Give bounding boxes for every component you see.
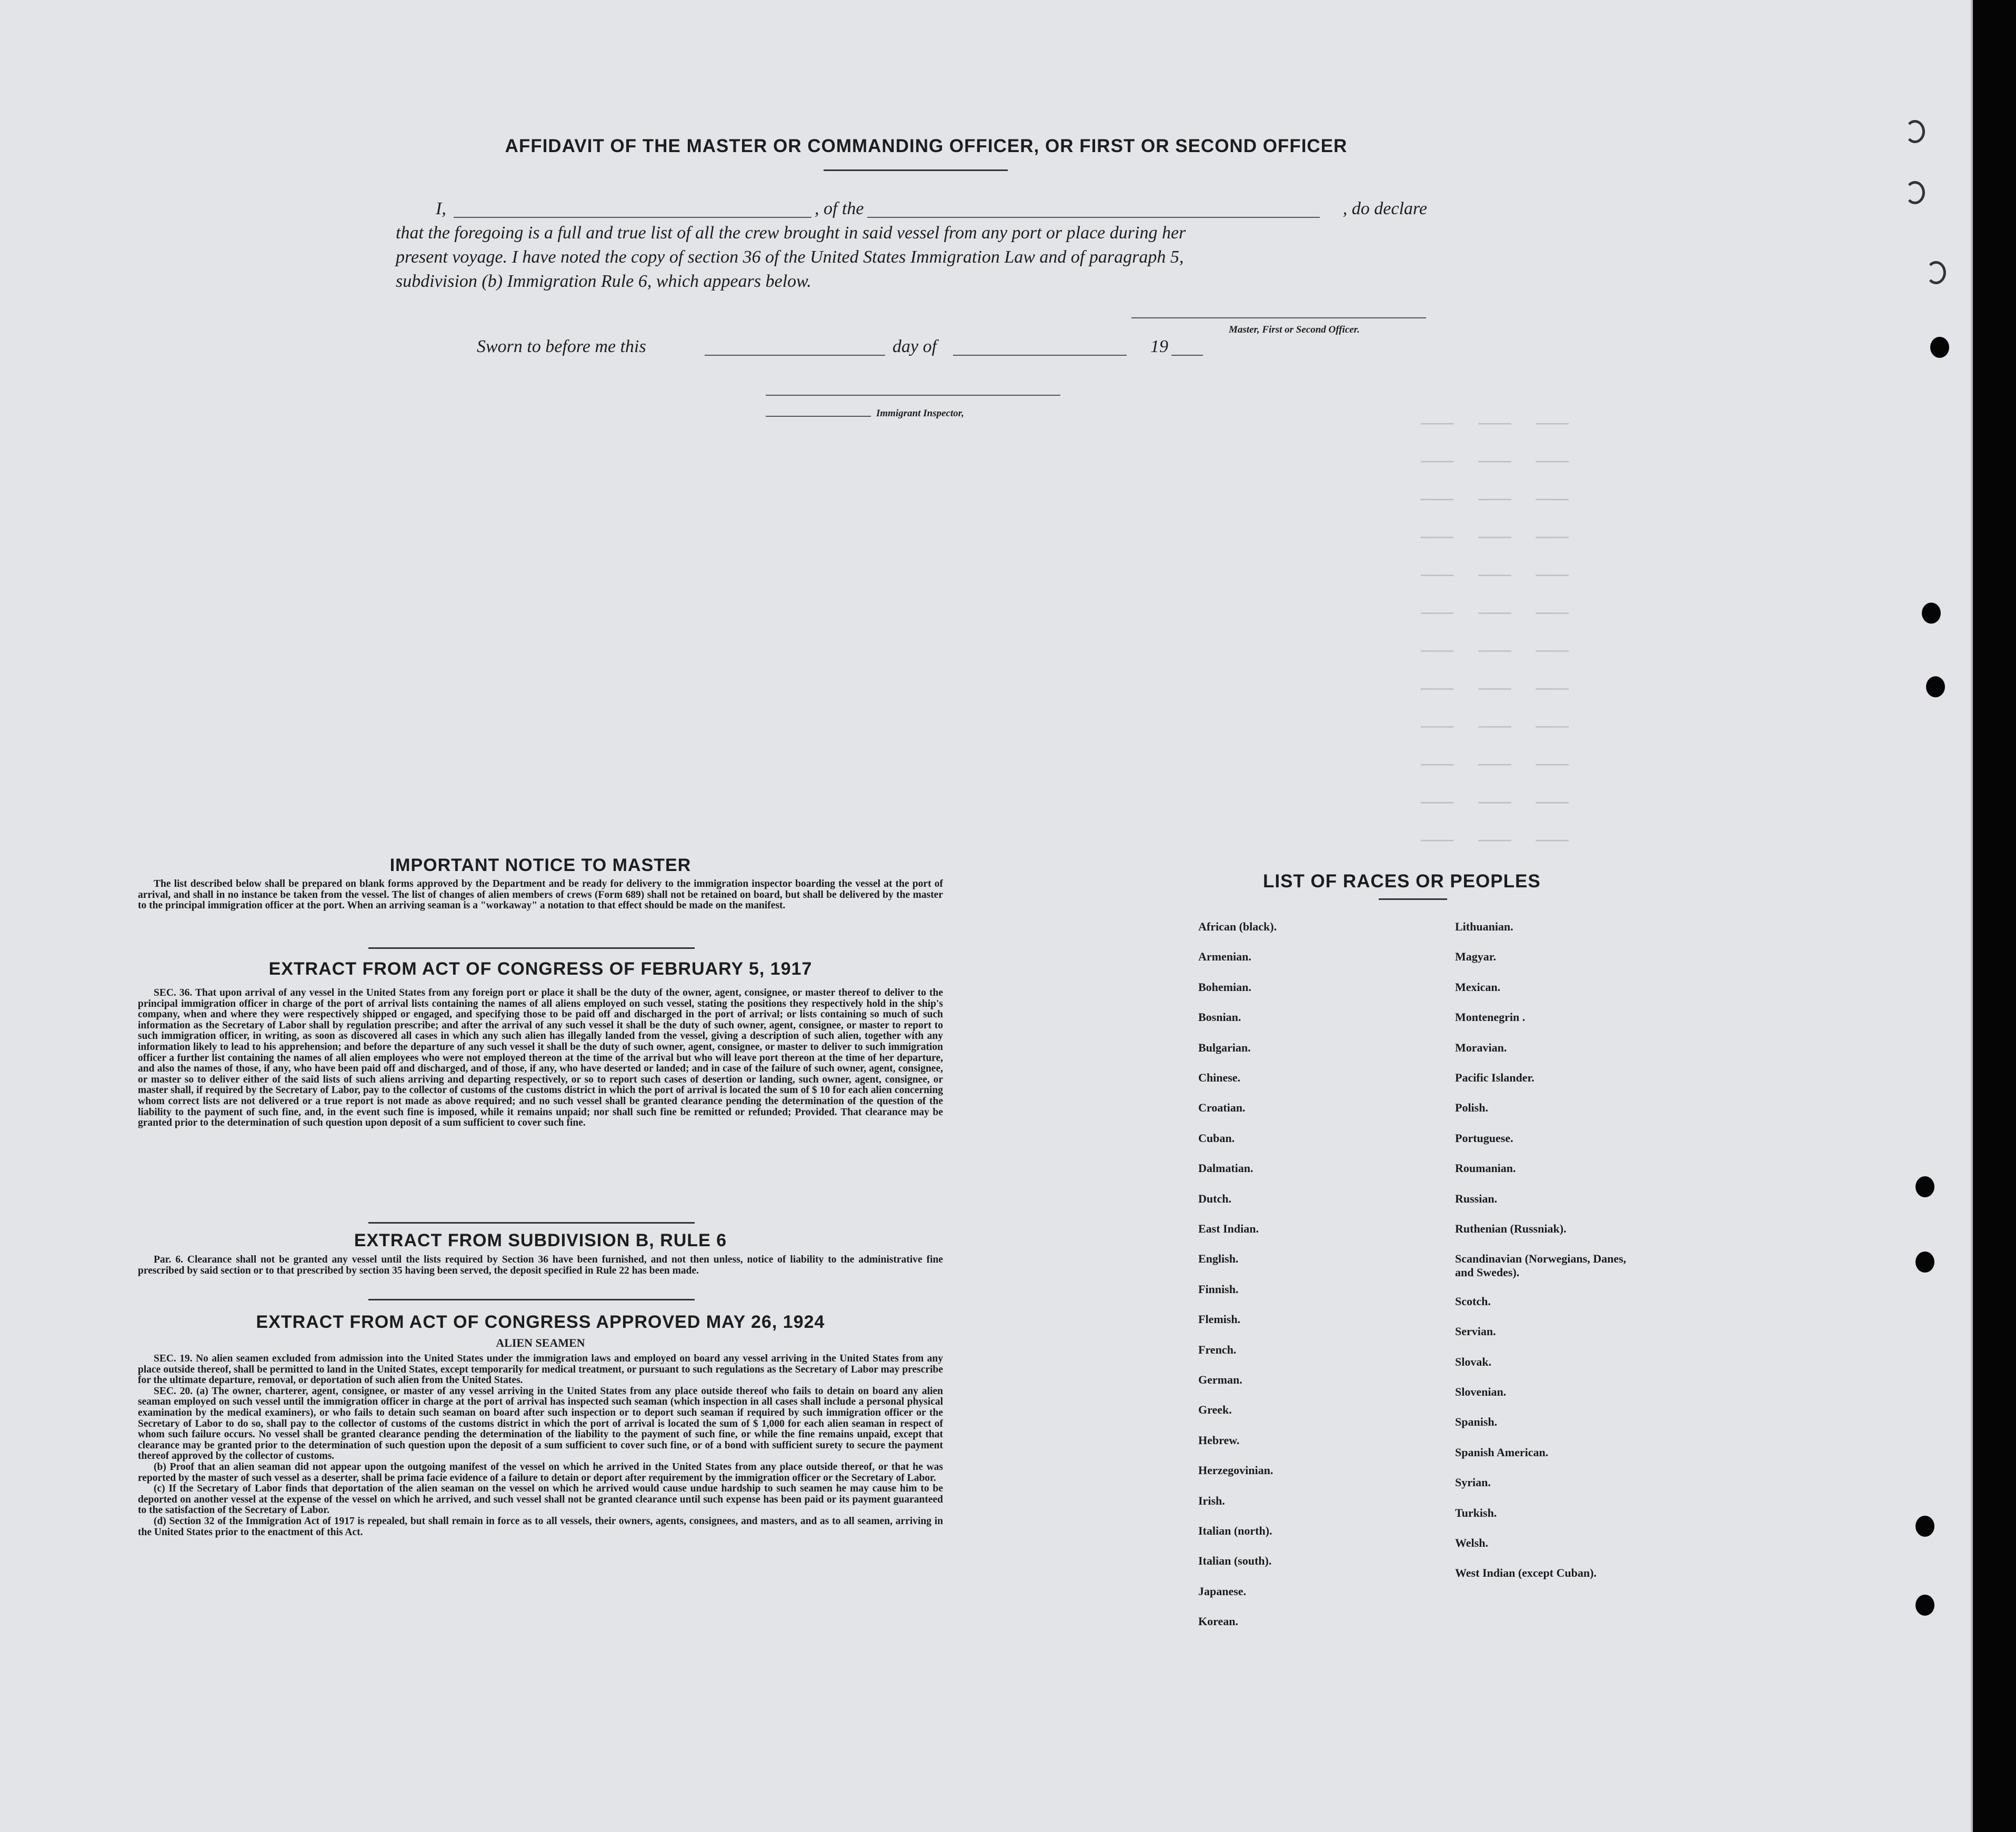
sworn-day-of: day of <box>892 337 937 356</box>
binder-hole-icon <box>1905 181 1925 204</box>
race-item: Dutch. <box>1198 1192 1231 1205</box>
race-item: French. <box>1198 1343 1237 1356</box>
race-item: Finnish. <box>1198 1282 1239 1296</box>
act1924-subheading: ALIEN SEAMEN <box>496 1336 585 1349</box>
race-item: Roumanian. <box>1455 1162 1516 1175</box>
race-item: Ruthenian (Russniak). <box>1455 1222 1567 1235</box>
race-item: Dalmatian. <box>1198 1162 1253 1175</box>
binder-hole-icon <box>1915 1176 1934 1197</box>
binder-hole-icon <box>1915 1252 1934 1273</box>
race-item: Bosnian. <box>1198 1010 1241 1024</box>
inspector-label: Immigrant Inspector, <box>876 408 964 419</box>
race-item: German. <box>1198 1373 1242 1386</box>
binder-hole-icon <box>1930 337 1949 358</box>
bleed-through-row: ———— ———— ———— <box>1421 643 1569 659</box>
race-item: Lithuanian. <box>1455 920 1513 933</box>
act1917-divider <box>368 1222 695 1224</box>
race-item: Mexican. <box>1455 980 1501 994</box>
race-item: Spanish. <box>1455 1415 1498 1429</box>
bleed-through-row: ———— ———— ———— <box>1421 416 1569 432</box>
race-item: Slovak. <box>1455 1355 1492 1368</box>
race-item: African (black). <box>1198 920 1277 933</box>
sworn-text: Sworn to before me this <box>477 337 646 356</box>
race-item: Italian (south). <box>1198 1554 1272 1568</box>
race-item: Spanish American. <box>1455 1445 1549 1459</box>
race-item: Russian. <box>1455 1192 1498 1205</box>
declaration-line-1 <box>436 197 1427 221</box>
notice-paragraph: The list described below shall be prepared on blank forms approved by the Department and be ready for delivery to the immigration inspector boarding the vessel at the port of arrival, and shall in no instance be taken from the vessel. The list of changes of alien members of crews (Form 689) shall not be retained on board, but shall be delivered by the master to the principal immigration officer at the port. When an arriving seaman is a "workaway" a notation to that effect should be made on the manifest. <box>138 878 943 912</box>
bleed-through-row: ———— ———— ———— <box>1421 681 1569 697</box>
race-item: Polish. <box>1455 1101 1488 1115</box>
race-item: Montenegrin . <box>1455 1010 1526 1024</box>
race-item: Scotch. <box>1455 1294 1491 1308</box>
bleed-through-row: ———— ———— ———— <box>1421 833 1569 848</box>
race-item: Moravian. <box>1455 1040 1507 1054</box>
declaration-i: I, <box>436 199 446 218</box>
race-item: Hebrew. <box>1198 1433 1240 1447</box>
notice-heading: IMPORTANT NOTICE TO MASTER <box>389 855 691 875</box>
act1924-sec20c: (c) If the Secretary of Labor finds that deportation of the alien seaman on the vessel on which he arrived would cause undue hardship to such seamen he may cause him to be deported on another vessel at the expense of the vessel on which he arrived, and such vessel shall not be granted clearance until such expense has been paid or its payment guaranteed to the satisfaction of the Secretary of Labor. <box>138 1483 943 1516</box>
binder-hole-icon <box>1922 603 1941 624</box>
declaration-line-3: present voyage. I have noted the copy of section 36 of the United States Immigration Law and of paragraph 5, <box>396 247 1184 267</box>
rule6-divider <box>368 1299 695 1300</box>
race-item: Bulgarian. <box>1198 1040 1251 1054</box>
race-item: English. <box>1198 1252 1239 1266</box>
rule6-heading: EXTRACT FROM SUBDIVISION B, RULE 6 <box>354 1230 727 1250</box>
act1924-sec20d: (d) Section 32 of the Immigration Act of 1917 is repealed, but shall remain in force as to all vessels, their owners, agents, consignees, and masters, and as to all seamen, arriving in the United States prior to the enactment of this Act. <box>138 1515 943 1538</box>
inspector-signature-line[interactable] <box>766 416 871 417</box>
binder-hole-icon <box>1905 120 1925 143</box>
act1917-heading: EXTRACT FROM ACT OF CONGRESS OF FEBRUARY 5, 1917 <box>268 959 813 979</box>
race-item: Korean. <box>1198 1615 1238 1628</box>
name-blank[interactable] <box>454 217 811 218</box>
act1924-sec19: SEC. 19. No alien seamen excluded from admission into the United States under the immigration laws and employed on board any vessel arriving in the United States from any place outside thereof, shall be permitted to land in the United States, except temporarily for medical treatment, or pursuant to such regulations as the Secretary of Labor may prescribe for the ultimate departure, removal, or deportation of such alien from the United States. <box>138 1353 943 1386</box>
race-item: Portuguese. <box>1455 1131 1513 1145</box>
title-underline <box>824 169 1008 171</box>
race-item: Servian. <box>1455 1325 1496 1338</box>
inspector-top-line <box>766 395 1060 396</box>
race-item: Magyar. <box>1455 950 1497 964</box>
act1917-text <box>138 988 943 1129</box>
act1924-sec20b: (b) Proof that an alien seaman did not appear upon the outgoing manifest of the vessel on which he arrived in the United States from any place outside thereof, or that he was reported by the master of such vessel as a deserter, shall be prima facie evidence of a failure to detain or deport after requirement by the immigration officer or the Secretary of Labor. <box>138 1461 943 1484</box>
races-heading: LIST OF RACES OR PEOPLES <box>1263 871 1541 892</box>
notice-divider <box>368 947 695 949</box>
sworn-day-blank[interactable] <box>705 355 885 356</box>
race-item: Japanese. <box>1198 1584 1247 1598</box>
race-item: Pacific Islander. <box>1455 1071 1534 1084</box>
bleed-through-row: ———— ———— ———— <box>1421 529 1569 545</box>
race-item: Irish. <box>1198 1494 1225 1507</box>
bleed-through-row: ———— ———— ———— <box>1421 795 1569 810</box>
race-item: West Indian (except Cuban). <box>1455 1566 1597 1580</box>
bleed-through-row: ———— ———— ———— <box>1421 567 1569 583</box>
race-item: Cuban. <box>1198 1131 1235 1145</box>
race-item: Armenian. <box>1198 950 1251 964</box>
act1924-heading: EXTRACT FROM ACT OF CONGRESS APPROVED MAY 26, 1924 <box>256 1312 825 1332</box>
act1917-paragraph: SEC. 36. That upon arrival of any vessel in the United States from any foreign port or place it shall be the duty of the owner, agent, consignee, or master thereof to deliver to the principal immigration officer in charge of the port of arrival lists containing the names of all aliens employed on such vessel, stating the positions they respectively hold in the ship's company, when and where they were respectively shipped or engaged, and specifying those to be paid off and discharged in the port of arrival; or lists containing so much of such information as the Secretary of Labor shall by regulation prescribe; and after the arrival of any such vessel it shall be the duty of such owner, agent, consignee, or master to report to such immigration officer, in writing, as soon as discovered all cases in which any such alien has illegally landed from the vessel, giving a description of such alien, together with any information likely to lead to his apprehension; and before the departure of any such vessel it shall be the duty of such owner, agent, consignee, or master to deliver to such immigration officer a further list containing the names of all alien employees who were not employed thereon at the time of the arrival but who will leave port thereon at the time of her departure, and also the names of those, if any, who have been paid off and discharged, and of those, if any, who have deserted or landed; and in case of the failure of such owner, agent, consignee, or master so to deliver either of the said lists of such aliens arriving and departing respectively, or so to report such cases of desertion or landing, such owner, agent, consignee, or master shall, if required by the Secretary of Labor, pay to the collector of customs of the customs district in which the port of arrival is located the sum of $ 10 for each alien concerning whom correct lists are not delivered or a true report is not made as above required; and no such vessel shall be granted clearance pending the determination of the question of the liability to the payment of such fine, and, in the event such fine is imposed, while it remains unpaid; nor shall such fine be remitted or refunded; Provided. That clearance may be granted prior to the determination of such question upon deposit of a sum sufficient to cover such fine. <box>138 987 943 1129</box>
race-item: East Indian. <box>1198 1222 1259 1235</box>
binder-hole-icon <box>1926 676 1945 697</box>
act1924-text <box>138 1354 943 1538</box>
race-item: Herzegovinian. <box>1198 1464 1273 1477</box>
race-item: Scandinavian (Norwegians, Danes, and Swedes). <box>1455 1252 1627 1279</box>
race-item: Slovenian. <box>1455 1385 1507 1398</box>
race-item: Syrian. <box>1455 1476 1491 1489</box>
sworn-month-blank[interactable] <box>953 355 1127 356</box>
declaration-line-4: subdivision (b) Immigration Rule 6, which appears below. <box>396 272 811 291</box>
binder-hole-icon <box>1915 1516 1934 1537</box>
act1924-sec20a: SEC. 20. (a) The owner, charterer, agent, consignee, or master of any vessel arriving in the United States from any place outside thereof who fails to detain on board any alien seaman employed on such vessel until the immigration officer in charge at the port of arrival has inspected such seaman (which inspection in all cases shall include a personal physical examination by the medical examiners), or who fails to detain such seaman on board after such inspection or to deport such seaman if required by such immigration officer or the Secretary of Labor to do so, shall pay to the collector of customs of the customs district in which the port of arrival is located the sum of $ 1,000 for each alien seaman in respect of whom such failure occurs. No vessel shall be granted clearance pending the determination of the liability to the payment of such fine, or while the fine remains unpaid, except that clearance may be granted prior to the determination of such question upon the deposit of a sum sufficient to cover such fine, or of a bond with sufficient surety to secure the payment thereof approved by the collector of customs. <box>138 1385 943 1462</box>
race-item: Turkish. <box>1455 1506 1497 1519</box>
bleed-through-row: ———— ———— ———— <box>1421 719 1569 735</box>
declaration-line-2: that the foregoing is a full and true list of all the crew brought in said vessel from any port or place during her <box>396 223 1186 243</box>
bleed-through-row: ———— ———— ———— <box>1421 454 1569 469</box>
declaration-of-the: , of the <box>815 199 864 218</box>
vessel-blank[interactable] <box>867 217 1320 218</box>
declaration-do-declare: , do declare <box>1342 199 1427 218</box>
sworn-year-blank[interactable] <box>1171 355 1203 356</box>
rule6-paragraph: Par. 6. Clearance shall not be granted any vessel until the lists required by Section 36 have been furnished, and not then unless, notice of liability to the administrative fine prescribed by said section or to that prescribed by section 35 having been served, the deposit specified in Rule 22 has been made. <box>138 1254 943 1276</box>
rule6-text <box>138 1255 943 1276</box>
race-item: Croatian. <box>1198 1101 1246 1115</box>
races-underline <box>1379 898 1447 900</box>
race-item: Chinese. <box>1198 1071 1241 1084</box>
master-signature-label: Master, First or Second Officer. <box>1229 324 1360 335</box>
race-item: Flemish. <box>1198 1313 1241 1326</box>
binder-hole-icon <box>1915 1595 1934 1616</box>
race-item: Greek. <box>1198 1403 1232 1417</box>
sworn-year-prefix: 19 <box>1150 337 1168 356</box>
binder-hole-icon <box>1926 261 1946 284</box>
race-item: Welsh. <box>1455 1536 1488 1549</box>
master-signature-line[interactable] <box>1131 317 1426 318</box>
notice-text <box>138 879 943 912</box>
race-item: Bohemian. <box>1198 980 1251 994</box>
affidavit-title: AFFIDAVIT OF THE MASTER OR COMMANDING OFFICER, OR FIRST OR SECOND OFFICER <box>505 136 1348 156</box>
bleed-through-row: ———— ———— ———— <box>1421 605 1569 621</box>
race-item: Italian (north). <box>1198 1524 1272 1537</box>
bleed-through-row: ———— ———— ———— <box>1421 492 1569 507</box>
sworn-line <box>477 335 1203 359</box>
bleed-through-row: ———— ———— ———— <box>1421 757 1569 773</box>
